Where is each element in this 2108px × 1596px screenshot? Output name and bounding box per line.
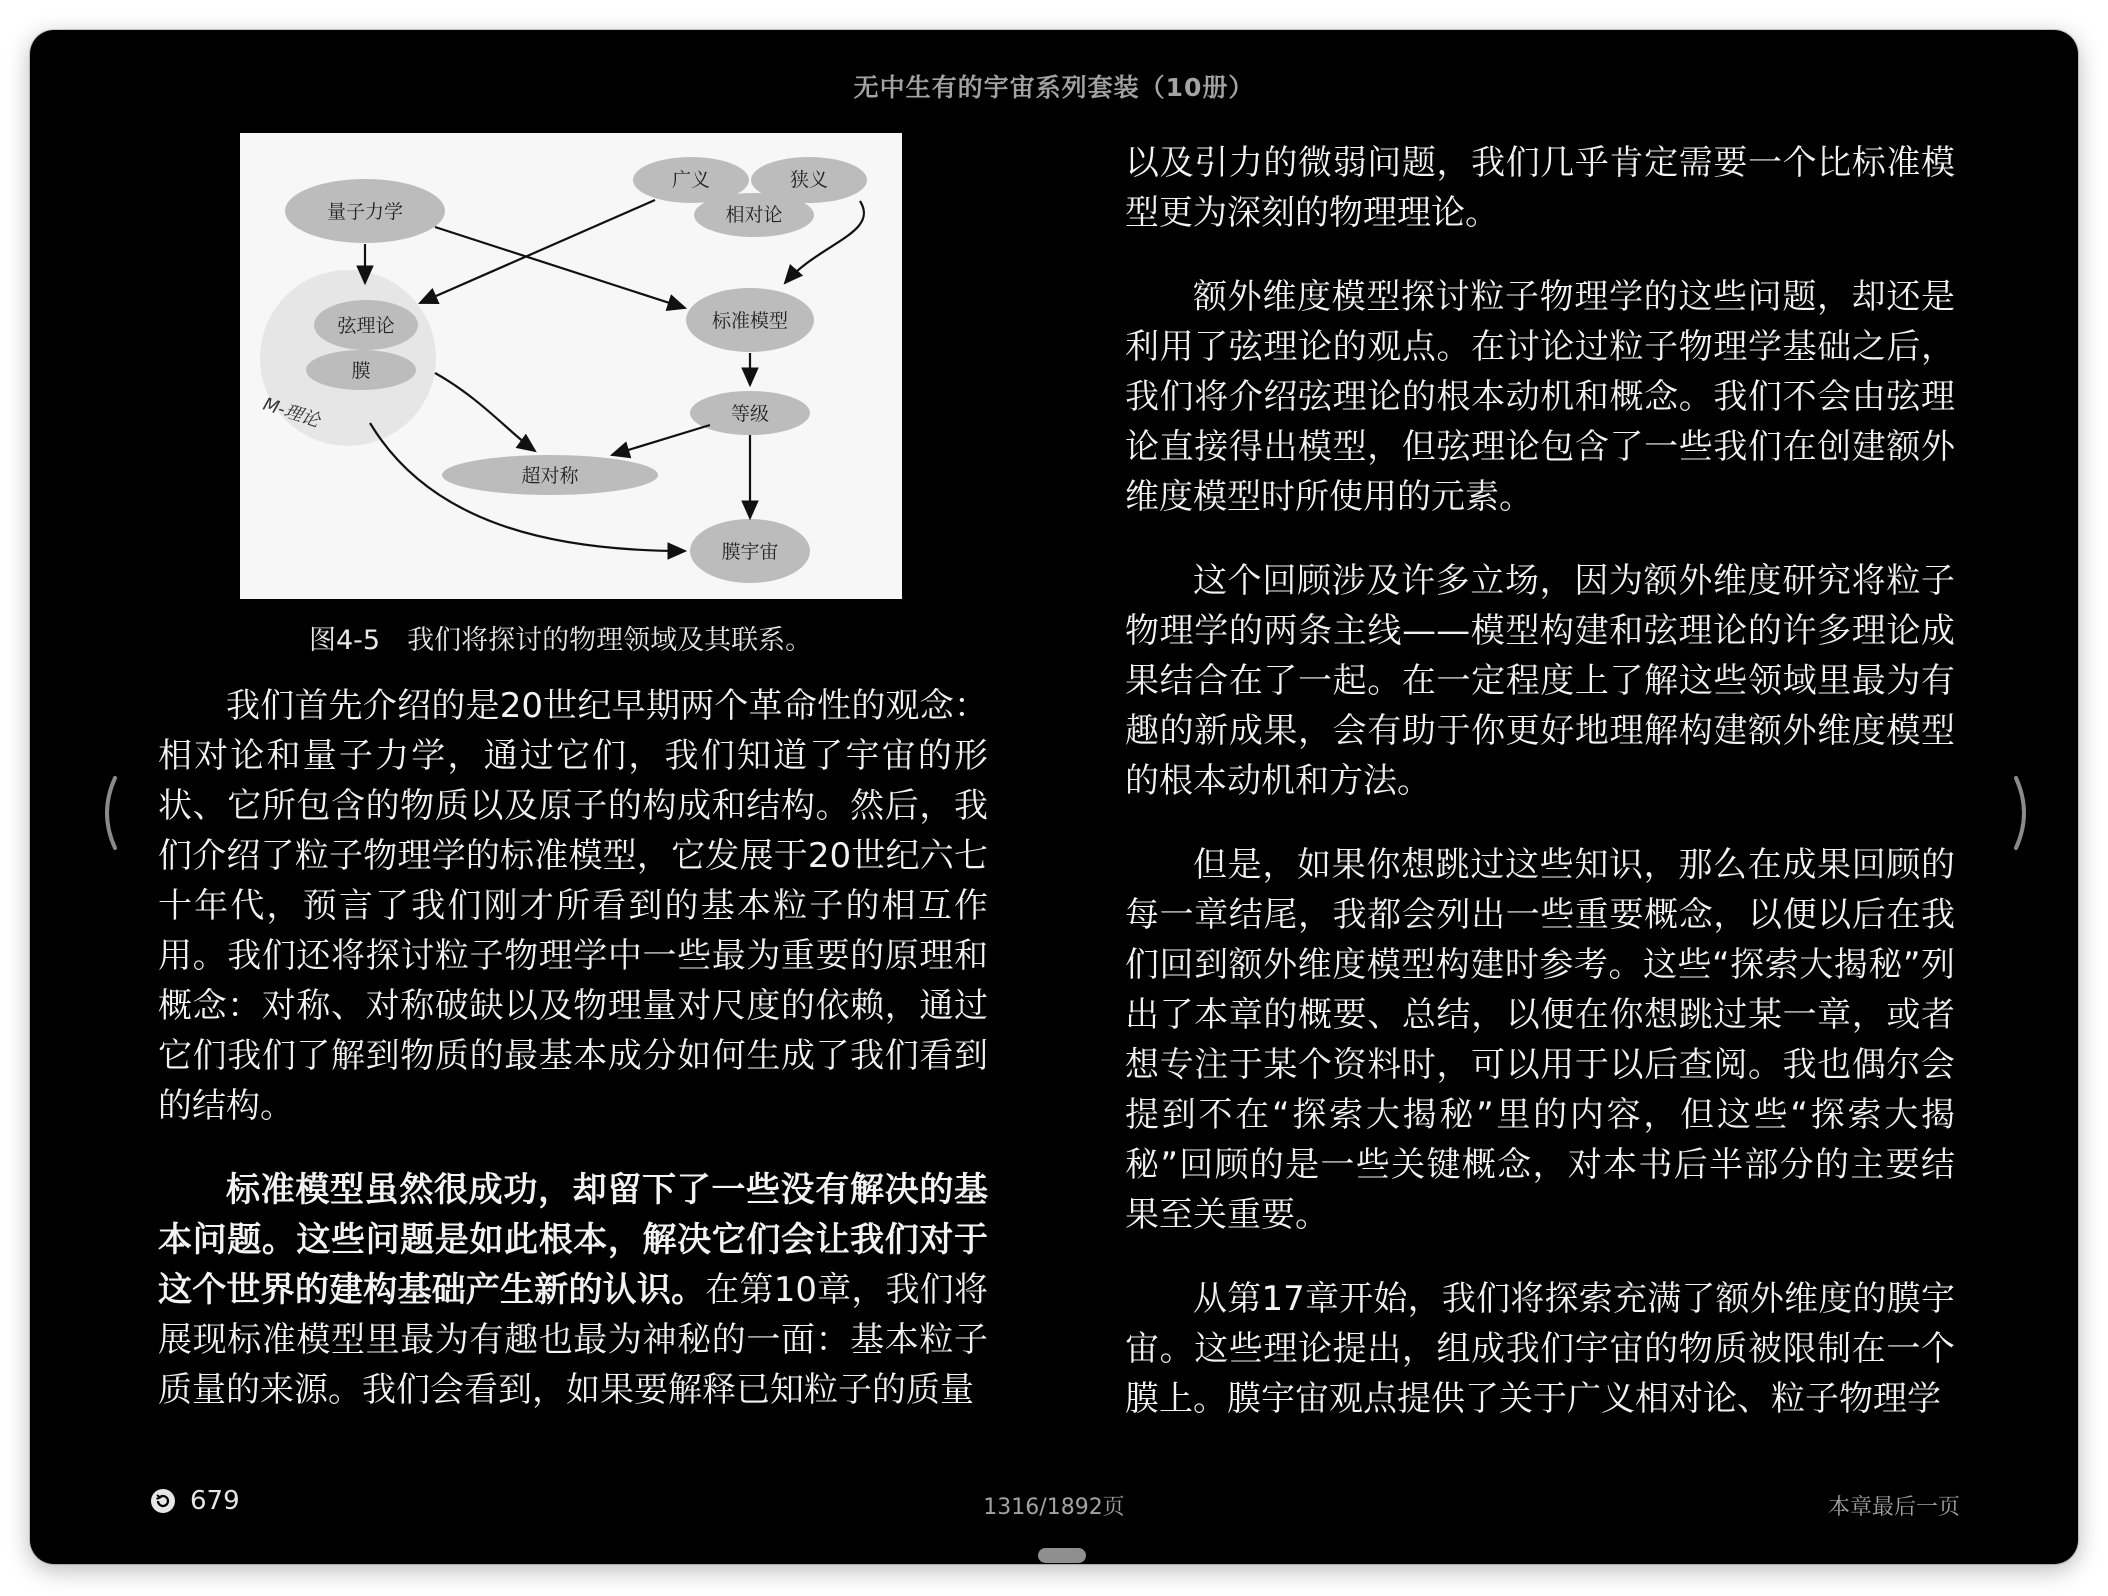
chevron-right-icon (2006, 768, 2046, 858)
home-indicator-handle[interactable] (1038, 1548, 1086, 1563)
page-indicator: 1316/1892页 (983, 1495, 1125, 1520)
next-page-button[interactable] (2006, 768, 2046, 858)
right-page-column (1125, 138, 1955, 1424)
body-paragraph: 这个回顾涉及许多立场，因为额外维度研究将粒子物理学的两条主线——模型构建和弦理论的许多理论成果结合在了一起。在一定程度上了解这些领域里最为有趣的新成果，会有助于你更好地理解构建额外维度模型的根本动机和方法。 (1125, 561, 1955, 801)
book-title: 无中生有的宇宙系列套装（10册） (853, 73, 1255, 102)
left-page-column (158, 133, 988, 1415)
paragraph-text: 在第10章，我们将展现标准模型里最为有趣也最为神秘的一面：基本粒子质量的来源。我们会看到，如果要解释已知粒子的质量 (158, 1270, 989, 1410)
reader-footer (30, 1486, 2078, 1526)
label-quantum: 量子力学 (326, 201, 404, 223)
label-general: 广义 (671, 169, 711, 191)
body-paragraph (158, 1165, 988, 1415)
label-membrane: 膜 (351, 360, 371, 382)
reader-window (30, 30, 2078, 1564)
body-paragraph: 我们首先介绍的是20世纪早期两个革命性的观念：相对论和量子力学，通过它们，我们知道了宇宙的形状、它所包含的物质以及原子的构成和结构。然后，我们介绍了粒子物理学的标准模型，它发展于20世纪六七十年代，预言了我们刚才所看到的基本粒子的相互作用。我们还将探讨粒子物理学中一些最为重要的原理和概念：对称、对称破缺以及物理量对尺度的依赖，通过它们我们了解到物质的最基本成分如何生成了我们看到的结构。 (158, 686, 988, 1126)
body-paragraph: 但是，如果你想跳过这些知识，那么在成果回顾的每一章结尾，我都会列出一些重要概念，以便以后在我们回到额外维度模型构建时参考。这些“探索大揭秘”列出了本章的概要、总结，以便在你想跳过某一章，或者想专注于某个资料时，可以用于以后查阅。我也偶尔会提到不在“探索大揭秘”里的内容，但这些“探索大揭秘”回顾的是一些关键概念，对本书后半部分的主要结果至关重要。 (1125, 845, 1955, 1235)
bold-emphasis: 标准模型虽然很成功，却留下了一些没有解决的基本问题。这些问题是如此根本，解决它们会让我们对于这个世界的建构基础产生新的认识。 (158, 1170, 988, 1310)
chevron-left-icon (85, 768, 125, 858)
label-hierarchy: 等级 (730, 403, 770, 425)
label-special: 狭义 (789, 169, 829, 191)
label-relativity: 相对论 (725, 204, 783, 226)
reference-count: 679 (190, 1486, 240, 1516)
label-supersymmetry: 超对称 (521, 465, 579, 487)
previous-page-button[interactable] (85, 768, 125, 858)
label-string-theory: 弦理论 (337, 315, 395, 337)
body-paragraph: 以及引力的微弱问题，我们几乎肯定需要一个比标准模型更为深刻的物理理论。 (1125, 143, 1955, 233)
chapter-status: 本章最后一页 (1827, 1495, 1960, 1520)
label-brane-universe: 膜宇宙 (721, 541, 779, 563)
figure-caption: 图4-5 我们将探讨的物理领域及其联系。 (309, 625, 813, 656)
label-standard-model: 标准模型 (711, 310, 789, 332)
body-paragraph: 额外维度模型探讨粒子物理学的这些问题，却还是利用了弦理论的观点。在讨论过粒子物理学基础之后，我们将介绍弦理论的根本动机和概念。我们不会由弦理论直接得出模型，但弦理论包含了一些我们在创建额外维度模型时所使用的元素。 (1125, 277, 1955, 517)
body-paragraph: 从第17章开始，我们将探索充满了额外维度的膜宇宙。这些理论提出，组成我们宇宙的物质被限制在一个膜上。膜宇宙观点提供了关于广义相对论、粒子物理学 (1125, 1279, 1955, 1419)
figure-diagram (240, 133, 902, 599)
label-m-theory: M-理论 (260, 393, 323, 432)
